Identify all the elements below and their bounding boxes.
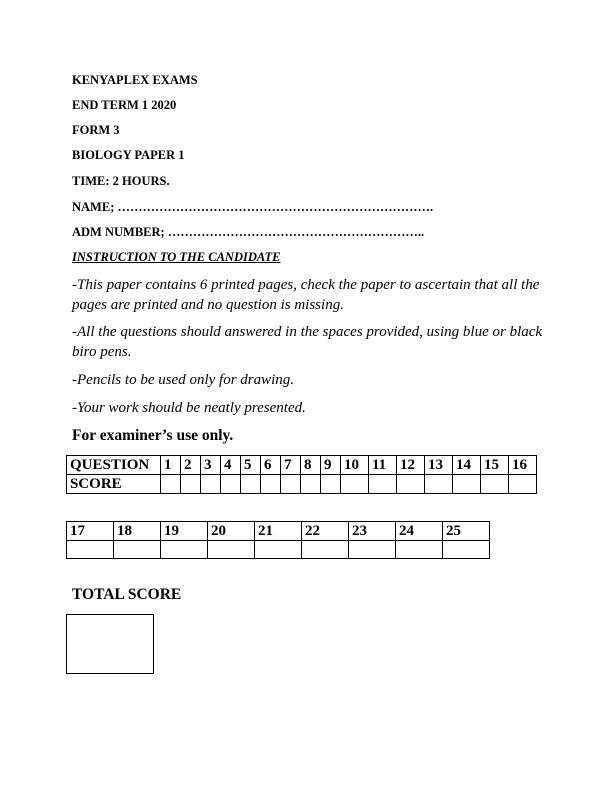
score-cell[interactable] [301,475,321,494]
question-number: 9 [321,456,341,475]
question-number: 19 [161,522,208,541]
score-cell[interactable] [201,475,221,494]
question-number: 7 [281,456,301,475]
question-number: 16 [509,456,537,475]
question-header: QUESTION [67,456,161,475]
exam-term: END TERM 1 2020 [72,98,177,112]
exam-time: TIME: 2 HOURS. [72,174,170,188]
examiner-label: For examiner’s use only. [72,427,234,444]
question-number: 12 [397,456,425,475]
question-number: 21 [255,522,302,541]
question-number: 13 [425,456,453,475]
score-cell[interactable] [321,475,341,494]
question-number: 24 [396,522,443,541]
question-number: 23 [349,522,396,541]
score-cell[interactable] [67,541,114,559]
question-number: 5 [241,456,261,475]
total-score-box[interactable] [66,614,154,674]
instruction-item: -Your work should be neatly presented. [72,400,306,416]
exam-form: FORM 3 [72,123,120,137]
score-cell[interactable] [281,475,301,494]
score-cell[interactable] [161,541,208,559]
score-cell[interactable] [241,475,261,494]
table-row [67,541,490,559]
score-cell[interactable] [161,475,181,494]
question-number: 22 [302,522,349,541]
question-number: 17 [67,522,114,541]
score-cell[interactable] [509,475,537,494]
score-cell[interactable] [443,541,490,559]
score-header: SCORE [67,475,161,494]
question-number: 1 [161,456,181,475]
score-cell[interactable] [481,475,509,494]
score-cell[interactable] [302,541,349,559]
score-cell[interactable] [453,475,481,494]
table-row [67,456,537,475]
question-number: 3 [201,456,221,475]
instruction-title: INSTRUCTION TO THE CANDIDATE [72,250,281,264]
question-number: 2 [181,456,201,475]
score-cell[interactable] [396,541,443,559]
score-cell[interactable] [114,541,161,559]
question-number: 11 [369,456,397,475]
adm-number-field[interactable]: ADM NUMBER; …………………………………………………….. [72,225,425,239]
score-cell[interactable] [397,475,425,494]
instruction-item: -All the questions should answered in the spaces provided, using blue or black biro pens. [72,324,543,360]
table-row [67,522,490,541]
question-number: 6 [261,456,281,475]
question-number: 20 [208,522,255,541]
total-score-label: TOTAL SCORE [72,586,182,603]
question-number: 8 [301,456,321,475]
score-cell[interactable] [255,541,302,559]
score-cell[interactable] [221,475,241,494]
instruction-item: -Pencils to be used only for drawing. [72,372,295,388]
instruction-item: -This paper contains 6 printed pages, check the paper to ascertain that all the pages are printed and no question is missing. [72,277,540,313]
exam-body: KENYAPLEX EXAMS [72,73,198,87]
name-field[interactable]: NAME; …………………………………………………………………. [72,200,434,214]
question-number: 14 [453,456,481,475]
question-number: 10 [341,456,369,475]
score-table-2 [66,521,490,559]
score-cell[interactable] [261,475,281,494]
score-cell[interactable] [369,475,397,494]
table-row [67,475,537,494]
exam-subject: BIOLOGY PAPER 1 [72,148,185,162]
score-cell[interactable] [181,475,201,494]
score-cell[interactable] [349,541,396,559]
score-cell[interactable] [341,475,369,494]
score-table-1 [66,455,537,494]
question-number: 25 [443,522,490,541]
question-number: 4 [221,456,241,475]
score-cell[interactable] [425,475,453,494]
question-number: 18 [114,522,161,541]
question-number: 15 [481,456,509,475]
score-cell[interactable] [208,541,255,559]
